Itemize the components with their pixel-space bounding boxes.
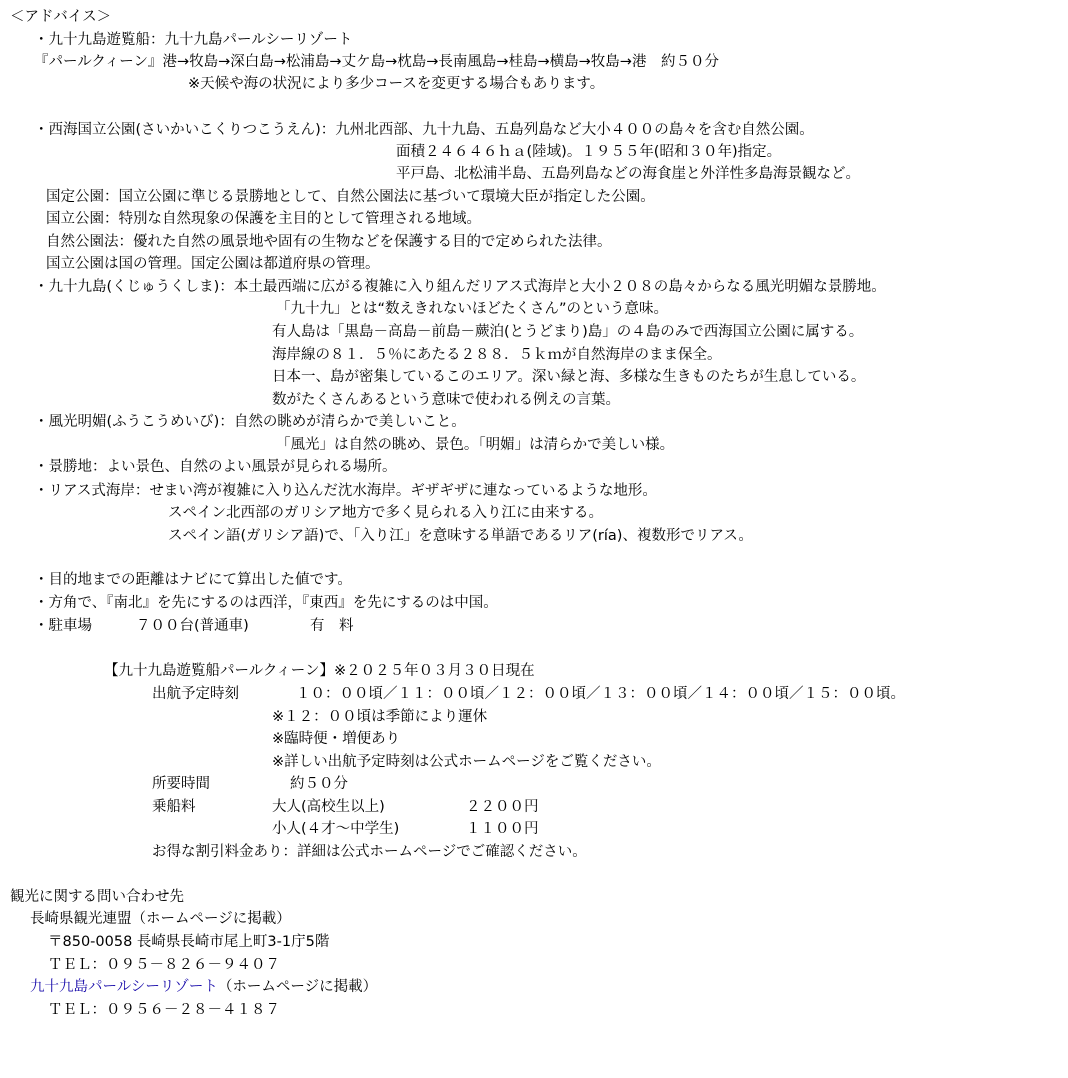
cruise-line-1: ・九十九島遊覧船：九十九島パールシーリゾート (34, 32, 353, 48)
contact-org2-row (30, 976, 377, 998)
parking-fee: 有 料 (310, 618, 354, 634)
cruise-note: ※天候や海の状況により多少コースを変更する場合もあります。 (188, 76, 605, 92)
contact-heading: 観光に関する問い合わせ先 (10, 889, 184, 905)
parking-count: ７００台(普通車) (136, 618, 249, 634)
fukomeibi-line-2: 「風光」は自然の眺め、景色。「明媚」は清らかで美しい様。 (276, 437, 675, 453)
contact-org1-name: 長崎県観光連盟（ホームページに掲載） (30, 911, 291, 927)
duration-label: 所要時間 (152, 776, 210, 792)
saikai-park-line-1: ・西海国立公園(さいかいこくりつこうえん)：九州北西部、九十九島、五島列島など大小４００の島々を含む自然公園。 (34, 122, 814, 138)
kujukushima-line-4: 海岸線の８１．５％にあたる２８８．５ｋｍが自然海岸のまま保全。 (272, 347, 722, 363)
departure-label: 出航予定時刻 (152, 686, 239, 702)
shokachi: ・景勝地：よい景色、自然のよい風景が見られる場所。 (34, 459, 397, 475)
kujukushima-line-1: ・九十九島(くじゅうくしま)：本土最西端に広がる複雑に入り組んだリアス式海岸と大小２０８の島々からなる風光明媚な景勝地。 (34, 279, 886, 295)
adult-fare-price: ２２００円 (466, 799, 539, 815)
kujukushima-line-5: 日本一、島が密集しているこのエリア。深い緑と海、多様な生きものたちが生息している。 (272, 369, 866, 385)
contact-org2-suffix: （ホームページに掲載） (217, 979, 378, 995)
kokuritsu-koen: 国立公園：特別な自然現象の保護を主目的として管理される地域。 (46, 211, 481, 227)
fare-label: 乗船料 (152, 799, 196, 815)
child-fare-label: 小人(４才～中学生) (272, 821, 400, 837)
schedule-note-1: ※１２：００頃は季節により運休 (272, 709, 488, 725)
rias-line-3: スペイン語(ガリシア語)で、「入り江」を意味する単語であるリア(ría)、複数形でリアス。 (168, 528, 753, 544)
shizen-koen-law: 自然公園法：優れた自然の風景地や固有の生物などを保護する目的で定められた法律。 (46, 234, 612, 250)
discount-note: お得な割引料金あり：詳細は公式ホームページでご確認ください。 (152, 844, 587, 860)
advice-heading: ＜アドバイス＞ (10, 9, 112, 25)
park-management: 国立公園は国の管理。国定公園は都道府県の管理。 (46, 256, 380, 272)
kujukushima-line-2: 「九十九」とは“数えきれないほどたくさん”のという意味。 (276, 301, 669, 317)
contact-org1-address: 〒850-0058 長崎県長崎市尾上町3-1庁5階 (48, 934, 330, 950)
kujukushima-line-6: 数がたくさんあるという意味で使われる例えの言葉。 (272, 392, 620, 408)
schedule-note-2: ※臨時便・増便あり (272, 731, 401, 747)
adult-fare-label: 大人(高校生以上) (272, 799, 385, 815)
distance-note: ・目的地までの距離はナビにて算出した値です。 (34, 572, 352, 588)
saikai-park-line-3: 平戸島、北松浦半島、五島列島などの海食崖と外洋性多島海景観など。 (396, 166, 860, 182)
cruise-route: 『パールクィーン』港→牧島→深白島→松浦島→丈ケ島→枕島→長南風島→桂島→横島→牧島→港 約５０分 (34, 54, 719, 70)
kokutei-koen: 国定公園：国立公園に準じる景勝地として、自然公園法に基づいて環境大臣が指定した公園。 (46, 189, 655, 205)
fukomeibi-line-1: ・風光明媚(ふうこうめいび)：自然の眺めが清らかで美しいこと。 (34, 414, 466, 430)
schedule-note-3: ※詳しい出航予定時刻は公式ホームページをご覧ください。 (272, 754, 661, 770)
contact-org2-tel: ＴＥＬ：０９５６－２８－４１８７ (48, 1002, 280, 1018)
duration-value: 約５０分 (290, 776, 348, 792)
rias-line-2: スペイン北西部のガリシア地方で多く見られる入り江に由来する。 (168, 505, 603, 521)
kujukushima-line-3: 有人島は「黒島－高島－前島－蕨泊(とうどまり)島」の４島のみで西海国立公園に属する。 (272, 324, 864, 340)
schedule-title: 【九十九島遊覧船パールクィーン】※２０２５年０３月３０日現在 (104, 663, 535, 679)
rias-line-1: ・リアス式海岸：せまい湾が複雑に入り込んだ沈水海岸。ギザギザに連なっているような地形。 (34, 483, 657, 499)
saikai-park-line-2: 面積２４６４６ｈａ(陸域)。１９５５年(昭和３０年)指定。 (396, 144, 782, 160)
child-fare-price: １１００円 (466, 821, 539, 837)
contact-org1-tel: ＴＥＬ：０９５－８２６－９４０７ (48, 957, 280, 973)
departure-times: １０：００頃／１１：００頃／１２：００頃／１３：００頃／１４：００頃／１５：００頃。 (296, 686, 905, 702)
direction-note: ・方角で、『南北』を先にするのは西洋，『東西』を先にするのは中国。 (34, 595, 498, 611)
parking-label: ・駐車場 (34, 618, 92, 634)
pearl-sea-resort-link[interactable]: 九十九島パールシーリゾート (30, 979, 218, 995)
